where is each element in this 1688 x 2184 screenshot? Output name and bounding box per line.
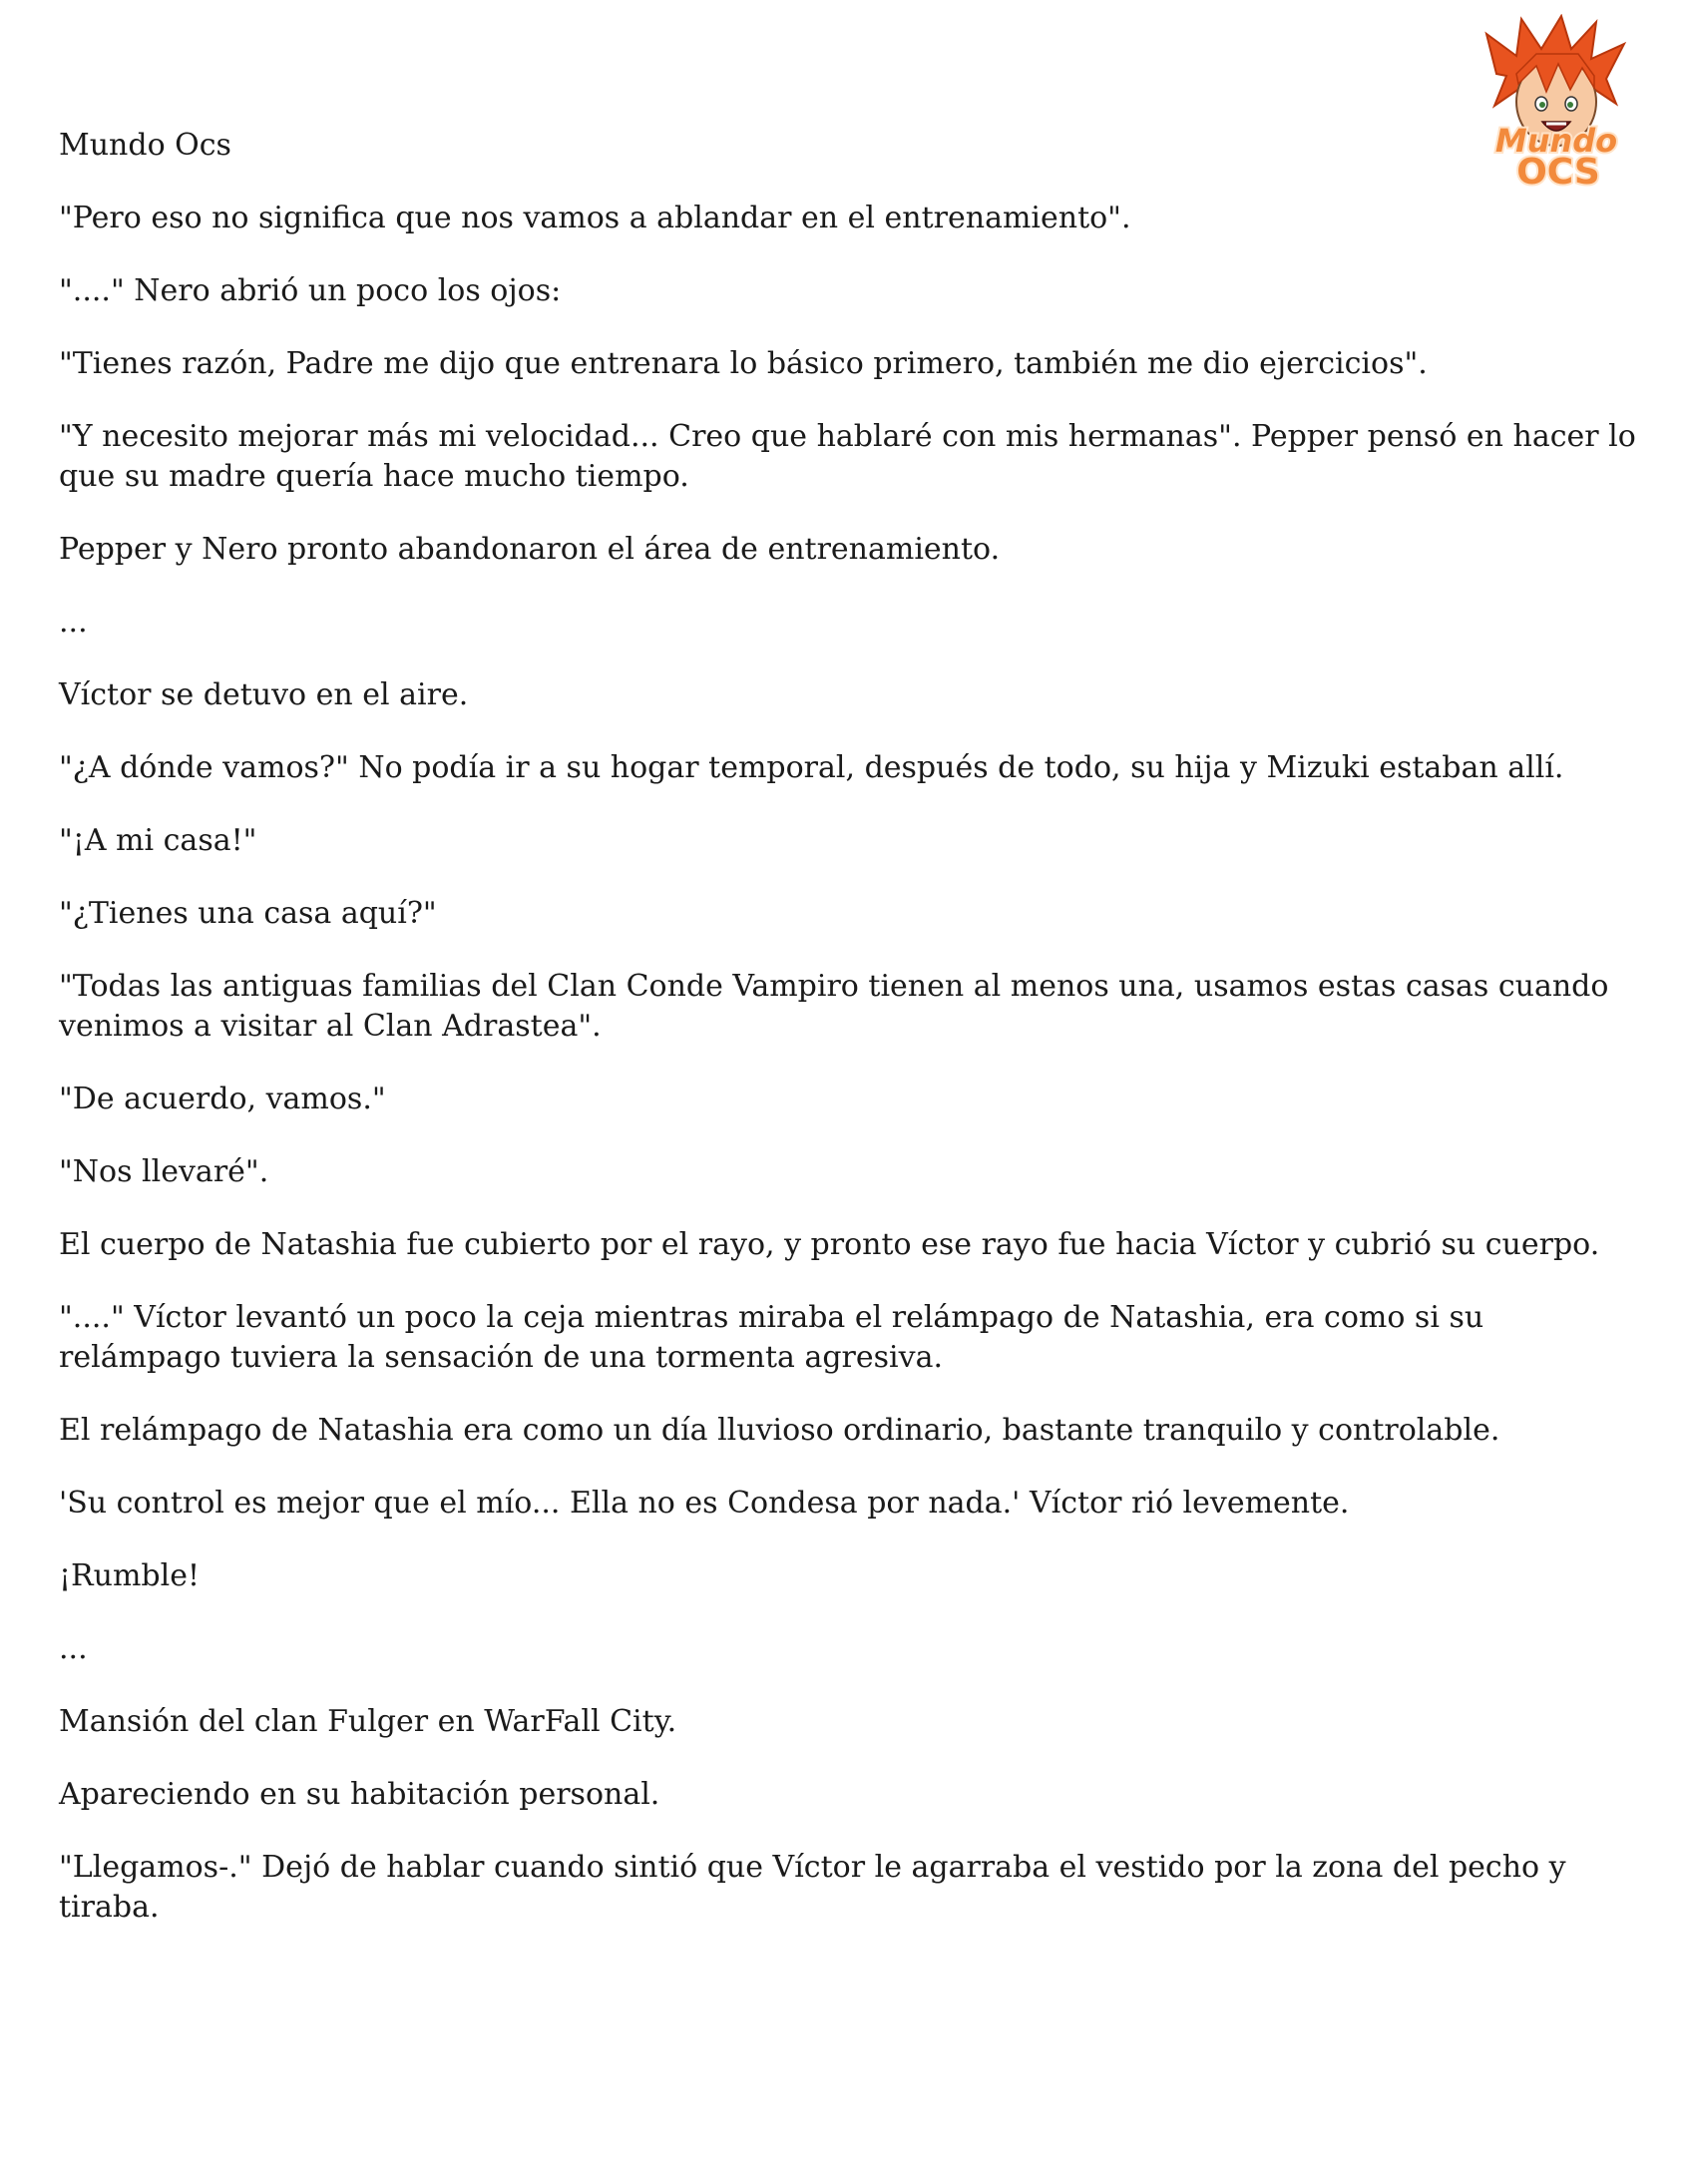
paragraph: "Pero eso no significa que nos vamos a ablandar en el entrenamiento". — [59, 201, 1131, 235]
paragraph: "Tienes razón, Padre me dijo que entrenara lo básico primero, también me dio ejercicios". — [59, 346, 1428, 381]
scene-break: ... — [59, 605, 88, 640]
paragraph: "¡A mi casa!" — [59, 823, 257, 858]
paragraph: "Y necesito mejorar más mi velocidad... Creo que hablaré con mis hermanas". Pepper pensó en hacer lo que su madre quería hace mucho tiempo. — [59, 419, 1636, 494]
paragraph: "Todas las antiguas familias del Clan Conde Vampiro tienen al menos una, usamos estas casas cuando venimos a visitar al Clan Adrastea". — [59, 969, 1609, 1044]
logo-text-mundo: Mundo — [1494, 122, 1618, 160]
paragraph: 'Su control es mejor que el mío... Ella no es Condesa por nada.' Víctor rió levemente. — [59, 1486, 1350, 1521]
paragraph: "...." Nero abrió un poco los ojos: — [59, 273, 562, 308]
paragraph: Mundo Ocs — [59, 128, 231, 163]
paragraph: Víctor se detuvo en el aire. — [59, 677, 469, 712]
paragraph: "...." Víctor levantó un poco la ceja mientras miraba el relámpago de Natashia, era como si su relámpago tuviera la sensación de una tormenta agresiva. — [59, 1300, 1484, 1375]
scene-break: ... — [59, 1631, 88, 1666]
paragraph: El cuerpo de Natashia fue cubierto por el rayo, y pronto ese rayo fue hacia Víctor y cubrió su cuerpo. — [59, 1227, 1600, 1262]
paragraph: El relámpago de Natashia era como un día lluvioso ordinario, bastante tranquilo y controlable. — [59, 1413, 1500, 1448]
paragraph: "¿Tienes una casa aquí?" — [59, 896, 437, 931]
document-body — [59, 126, 1655, 1961]
paragraph: Pepper y Nero pronto abandonaron el área de entrenamiento. — [59, 532, 1001, 567]
paragraph: Mansión del clan Fulger en WarFall City. — [59, 1704, 677, 1739]
paragraph: ¡Rumble! — [59, 1558, 201, 1593]
logo-text-ocs: OCS — [1516, 152, 1600, 190]
paragraph: "¿A dónde vamos?" No podía ir a su hogar temporal, después de todo, su hija y Mizuki estaban allí. — [59, 750, 1564, 785]
paragraph: Apareciendo en su habitación personal. — [59, 1777, 660, 1812]
paragraph: "Nos llevaré". — [59, 1154, 269, 1189]
paragraph: "Llegamos-." Dejó de hablar cuando sintió que Víctor le agarraba el vestido por la zona del pecho y tiraba. — [59, 1850, 1566, 1925]
paragraph: "De acuerdo, vamos." — [59, 1082, 386, 1116]
